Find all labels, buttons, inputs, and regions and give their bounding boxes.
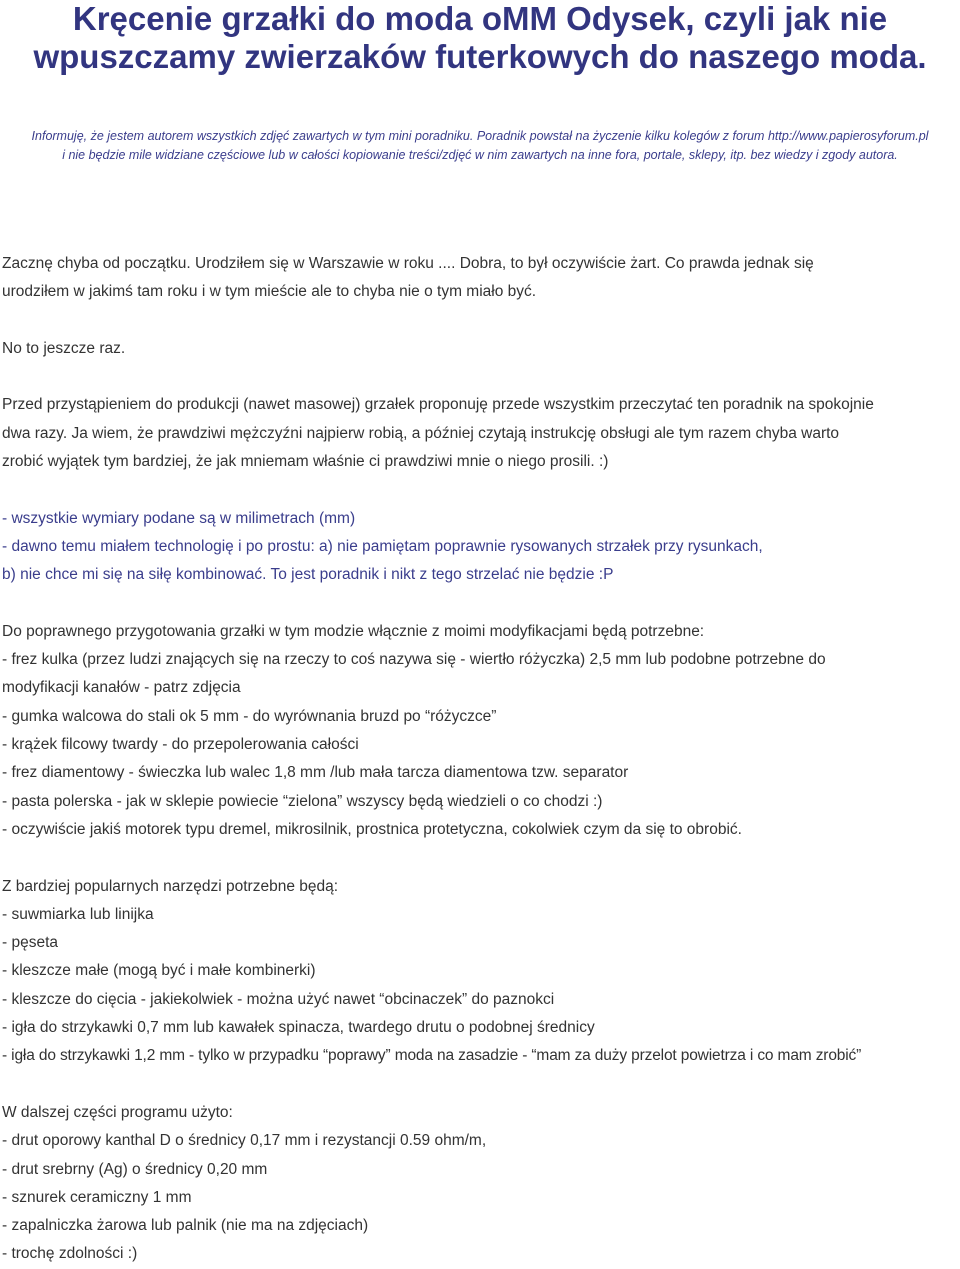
tools-item: - suwmiarka lub linijka	[2, 905, 154, 923]
intro-paragraph	[2, 250, 958, 307]
tools-item: - kleszcze małe (mogą być i małe kombinerki)	[2, 962, 316, 980]
spacer	[2, 476, 958, 504]
preface-line-3: zrobić wyjątek tym bardziej, że jak mniemam właśnie ci prawdziwi mnie o niego prosili. :)	[2, 453, 609, 471]
materials-item: - sznurek ceramiczny 1 mm	[2, 1188, 192, 1206]
notice-line-2: i nie będzie mile widziane częściowe lub w całości kopiowanie treści/zdjęć w nim zawartych na inne fora, portale, sklepy, itp. bez wiedzy i zgody autora.	[62, 148, 898, 162]
requirements-item: - frez kulka (przez ludzi znających się na rzeczy to coś nazywa się - wiertło różyczka) 2,5 mm lub podobne potrzebne do	[2, 651, 826, 669]
requirements-item: - frez diamentowy - świeczka lub walec 1,8 mm /lub mała tarcza diamentowa tzw. separator	[2, 764, 629, 782]
tools-section	[2, 873, 958, 1071]
intro-restart	[2, 335, 958, 363]
tools-item: - kleszcze do cięcia - jakiekolwiek - można użyć nawet “obcinaczek” do paznokci	[2, 990, 555, 1008]
page-title	[0, 0, 960, 76]
requirements-section	[2, 618, 958, 844]
preface-paragraph	[2, 391, 958, 476]
requirements-item: - oczywiście jakiś motorek typu dremel, mikrosilnik, prostnica protetyczna, cokolwiek czym da się to obrobić.	[2, 820, 742, 838]
materials-section	[2, 1099, 958, 1269]
notes-line-3: b) nie chce mi się na siłę kombinować. To jest poradnik i nikt z tego strzelać nie będzie :P	[2, 566, 614, 584]
requirements-item: - gumka walcowa do stali ok 5 mm - do wyrównania bruzd po “różyczce”	[2, 707, 497, 725]
spacer	[2, 590, 958, 618]
materials-item: - trochę zdolności :)	[2, 1245, 138, 1263]
materials-heading: W dalszej części programu użyto:	[2, 1103, 233, 1121]
spacer	[2, 1071, 958, 1099]
materials-item: - drut srebrny (Ag) o średnicy 0,20 mm	[2, 1160, 268, 1178]
preface-line-2: dwa razy. Ja wiem, że prawdziwi mężczyźni najpierw robią, a później czytają instrukcję obsługi ale tym razem chyba warto	[2, 424, 840, 442]
title-line-2: wpuszczamy zwierzaków futerkowych do naszego moda.	[33, 38, 927, 75]
spacer	[2, 307, 958, 335]
spacer	[2, 363, 958, 391]
spacer	[2, 844, 958, 872]
tools-item: - pęseta	[2, 934, 59, 952]
notes-line-1: - wszystkie wymiary podane są w milimetrach (mm)	[2, 509, 356, 527]
intro-line-2: urodziłem w jakimś tam roku i w tym mieście ale to chyba nie o tym miało być.	[2, 283, 537, 301]
notice-line-1: Informuję, że jestem autorem wszystkich zdjęć zawartych w tym mini poradniku. Poradnik powstał na życzenie kilku kolegów z forum http://www.papierosyforum.pl	[31, 129, 929, 143]
title-line-1: Kręcenie grzałki do moda oMM Odysek, czyli jak nie	[72, 0, 888, 37]
requirements-item: - krążek filcowy twardy - do przepolerowania całości	[2, 736, 359, 754]
materials-item: - drut oporowy kanthal D o średnicy 0,17 mm i rezystancji 0.59 ohm/m,	[2, 1132, 487, 1150]
materials-item: - zapalniczka żarowa lub palnik (nie ma na zdjęciach)	[2, 1217, 369, 1235]
requirements-heading: Do poprawnego przygotowania grzałki w tym modzie włącznie z moimi modyfikacjami będą potrzebne:	[2, 622, 705, 640]
tools-item: - igła do strzykawki 1,2 mm - tylko w przypadku “poprawy” moda na zasadzie - “mam za duży przelot powietrza i co mam zrobić”	[2, 1047, 862, 1065]
tools-item: - igła do strzykawki 0,7 mm lub kawałek spinacza, twardego drutu o podobnej średnicy	[2, 1019, 595, 1037]
requirements-item: modyfikacji kanałów - patrz zdjęcia	[2, 679, 241, 697]
tools-heading: Z bardziej popularnych narzędzi potrzebne będą:	[2, 877, 339, 895]
intro-line-1: Zacznę chyba od początku. Urodziłem się w Warszawie w roku .... Dobra, to był oczywiście żart. Co prawda jednak się	[2, 255, 814, 272]
preface-line-1: Przed przystąpieniem do produkcji (nawet masowej) grzałek proponuję przede wszystkim przeczytać ten poradnik na spokojnie	[2, 396, 874, 414]
notes-line-2: - dawno temu miałem technologię i po prostu: a) nie pamiętam poprawnie rysowanych strzałek przy rysunkach,	[2, 537, 763, 555]
article-body	[2, 250, 958, 1269]
copyright-notice	[0, 127, 960, 165]
intro-line-3: No to jeszcze raz.	[2, 339, 126, 357]
requirements-item: - pasta polerska - jak w sklepie powiecie “zielona” wszyscy będą wiedzieli o co chodzi :)	[2, 792, 603, 810]
notes-paragraph	[2, 505, 958, 590]
